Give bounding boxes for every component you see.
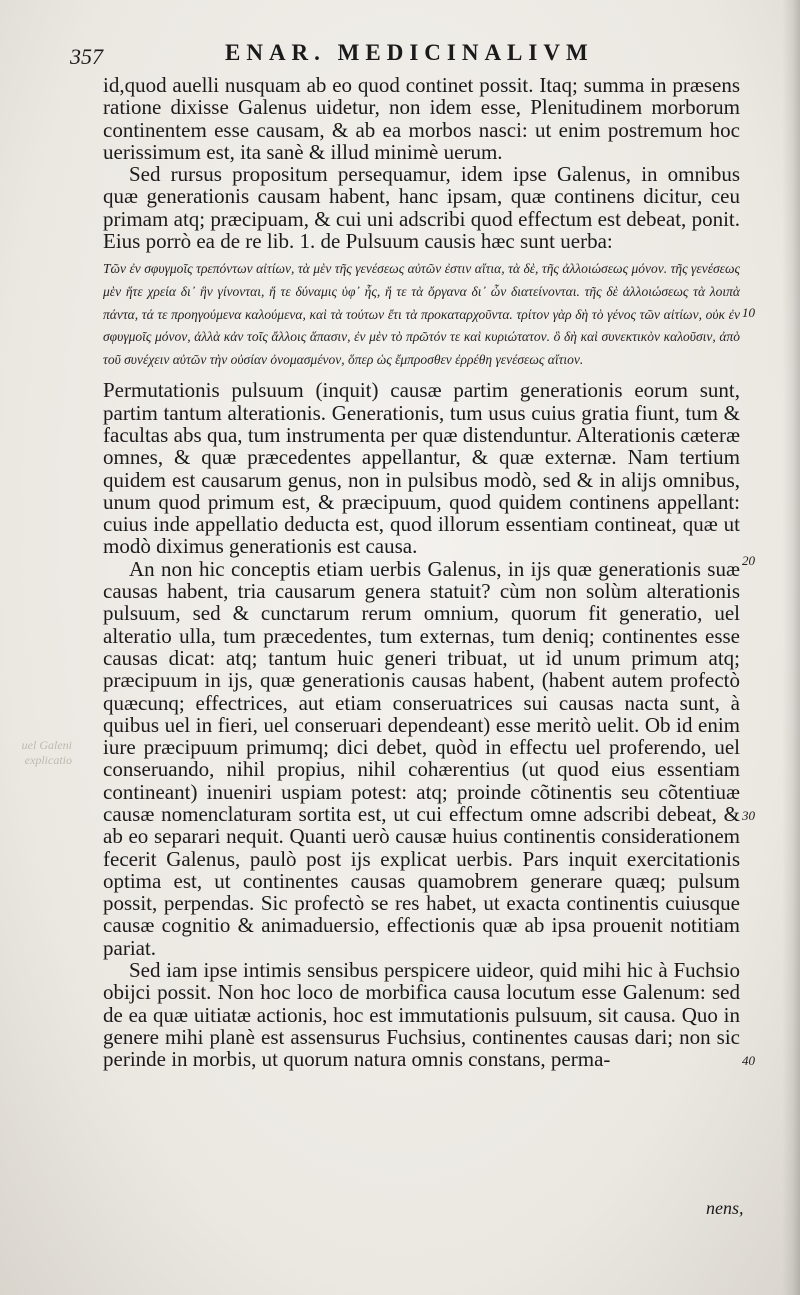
page-spine-shadow [782,0,800,1295]
greek-quotation: Τῶν ἐν σφυγμοῖς τρεπόντων αἰτίων, τὰ μὲν τῆς γενέσεως αὐτῶν ἐστιν αἴτια, τὰ δὲ, τῆς ἀλλοιώσεως μόνον. τῆς γενέσεως μὲν ἥτε χρεία δι᾽ ἣν γίνονται, ἥ τε δύναμις ὑφ᾽ ἧς, ἥ τε τὰ ὄργανα δι᾽ ὧν διατείνονται. τῆς δὲ ἀλλοιώσεως τὰ λοιπὰ πάντα, τά τε προηγούμενα καλούμενα, καὶ τὰ τούτων ἔτι τὰ προκαταρχοῦντα. τρίτον γὰρ δὴ τὸ γένος τῶν αἰτίων, οὐκ ἐν σφυγμοῖς μόνον, ἀλλὰ κἀν τοῖς ἄλλοις ἅπασιν, ἐν μὲν τὸ πρῶτόν τε καὶ κυριώτατον. ὃ δὴ καὶ συνεκτικὸν καλοῦσιν, ἀπὸ τοῦ συνέχειν αὐτῶν τὴν οὐσίαν ὀνομασμένον, ὅπερ ὡς ἔμπροσθεν ἐρρέθη γενέσεως αἴτιον. [103,261,740,367]
paragraph-1: id,quod auelli nusquam ab eo quod continet possit. Itaq; summa in præsens ratione dixisse Galenus uidetur, non idem esse, Plenitudinem morborum continentem esse causam, & ab ea morbos nasci: ut enim postremum hoc uerissimum est, ita sanè & illud minimè uerum. [103,73,740,164]
margin-line-number-40: 40 [742,1053,755,1068]
faded-margin-note: uel Galeni explicatio [21,738,72,767]
body-text [103,74,740,1071]
catchword: nens, [706,1198,744,1218]
margin-line-number-30: 30 [742,808,755,823]
paragraph-2: Sed rursus propositum persequamur, idem ipse Galenus, in omnibus quæ generationis causam habent, hanc ipsam, quæ continens dicitur, ceu primam atq; præcipuam, & cui uni adscribi quod effectum est debeat, ponit. Eius porrò ea de re lib. 1. de Pulsuum causis hæc sunt uerba: [103,162,740,254]
page-number: 357 [70,44,103,69]
paragraph-4: An non hic conceptis etiam uerbis Galenus, in ijs quæ generationis suæ causas habent, tria causarum genera statuit? cùm non solùm alterationis pulsuum, sed & cunctarum rerum omnium, quorum fit generatio, uel alteratio ulla, tum præcedentes, tum externas, tum deniq; continentes esse causas dicat: atq; tantum huic generi tribuat, ut id unum primum atq; præcipuum in ijs, quæ generationis causas habent, (habent autem profectò quæcunq; effectrices, aut etiam conseruatrices sui causas nacta sunt, à quibus uel in fieri, uel conseruari dependeant) esse meritò uelit. Ob id enim iure præcipuum primumq; dici debet, quòd in effectu uel proferendo, uel conseruando, nihil propius, nihil cohærentius (ut quod eius essentiam contineant) inueniri uspiam potest: atq; proinde cõtinentis seu cõtentiuæ causæ nomenclaturam sortita est, ut cui effectum omne adscribi debeat, & ab eo separari nequit. Quanti uerò causæ huius continentis considerationem fecerit Galenus, paulò post ijs explicat uerbis. Pars inquit exercitationis optima est, ut continentes causas quamobrem generare quæq; pulsum possit, perpendas. Sic profectò se res habet, ut exacta continentis cuiusque causæ cognitio & animaduersio, effectionis quæ ab ipsa prouenit notitiam pariat. [103,556,740,960]
margin-line-number-20: 20 [742,553,755,568]
paragraph-5: Sed iam ipse intimis sensibus perspicere uideor, quid mihi hic à Fuchsio obijci possit. Non hoc loco de morbifica causa locutum esse Galenum: sed de ea quæ uitiatæ actionis, hoc est immutationis pulsuum, sit causa. Quo in genere mihi planè est assensurus Fuchsius, continentes causas dari; non sic perinde in morbis, ut quorum natura omnis constans, perma- [103,958,740,1072]
paragraph-3: Permutationis pulsuum (inquit) causæ partim generationis eorum sunt, partim tantum alterationis. Generationis, tum usus cuius gratia fiunt, tum & facultas abs qua, tum instrumenta per quæ distenduntur. Alterationis cæteræ omnes, & quæ præcedentes appellantur, & quæ externæ. Nam tertium quidem est causarum genus, non in pulsibus modò, sed & in alijs omnibus, unum quod primum est, & præcipuum, quod quidem continens appellant: cuius inde appellatio deducta est, quod illorum essentiam contineat, quæ ut modò diximus generationis est causa. [103,378,740,559]
running-head: ENAR. MEDICINALIVM [225,40,594,65]
margin-line-number-10: 10 [742,305,755,320]
page-header [70,40,750,74]
